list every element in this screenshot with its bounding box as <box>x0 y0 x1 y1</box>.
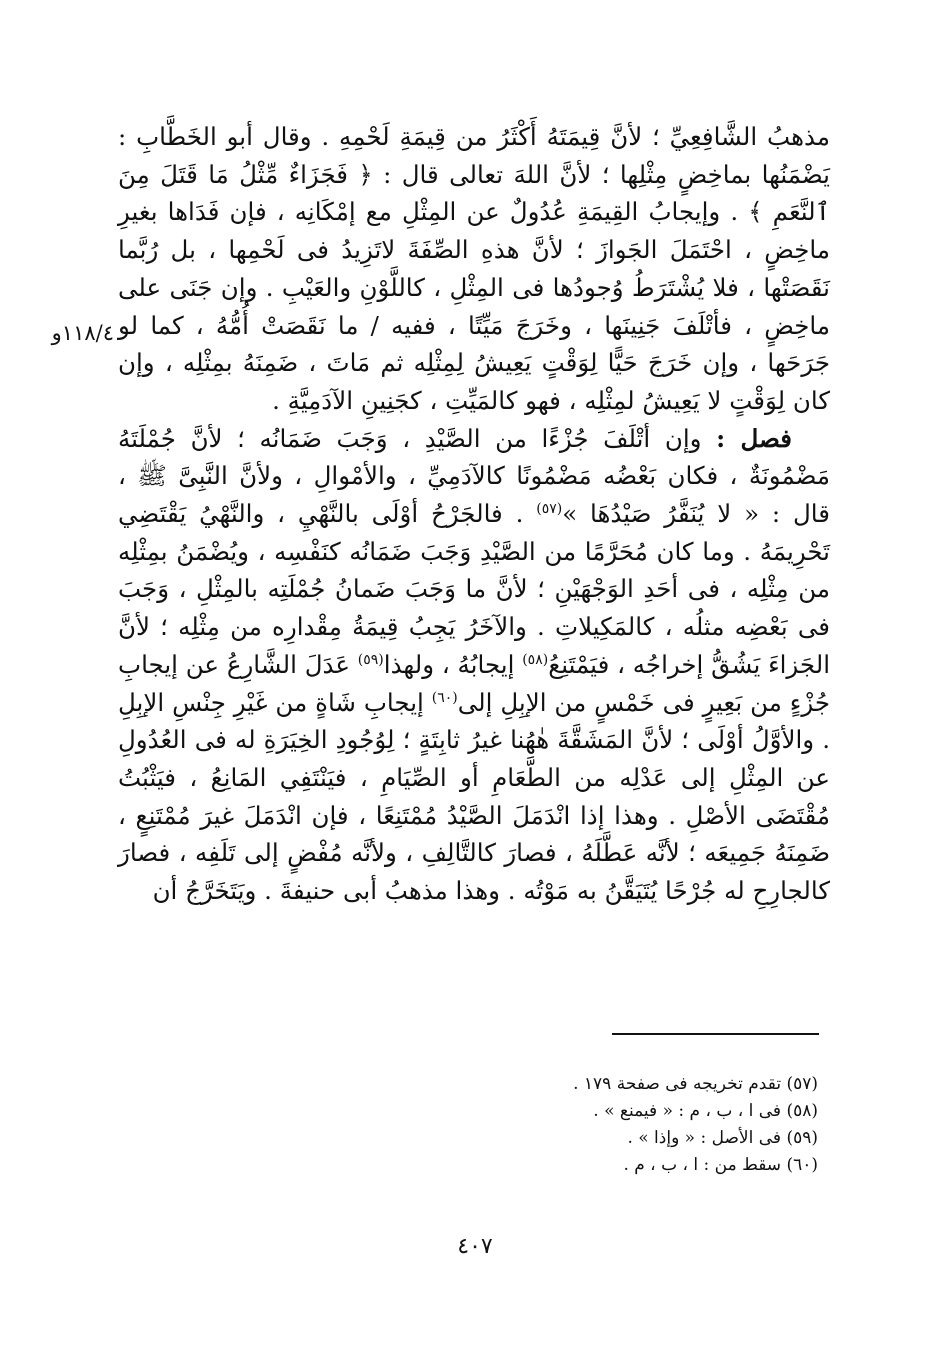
footnote-ref-60[interactable]: (٦٠) <box>431 689 458 706</box>
footnote-57: (٥٧) تقدم تخريجه فى صفحة ١٧٩ . <box>573 1074 818 1094</box>
footnote-ref-59[interactable]: (٥٩) <box>357 651 384 668</box>
paragraph-2-text-4: عَدَلَ الشَّارِعُ عن إيجابِ جُزْءٍ من بَعِيرٍ فى خَمْسٍ من الإبِلِ إلى <box>118 649 830 717</box>
paragraph-1: مذهبُ الشَّافِعِيِّ ؛ لأنَّ قِيمَتَهُ أَكْثَرُ من قِيمَةِ لَحْمِهِ . وقال أبو الخَطَّابِ : يَضْمَنُها بماخِضٍ مِثْلِها ؛ لأنَّ اللهَ تعالى قال : ﴿ فَجَزَاءٌ مِّثْلُ مَا قَتَلَ مِنَ ٱلنَّعَمِ ﴾ . وإيجابُ القِيمَةِ عُدُولٌ عن المِثْلِ مع إمْكَانِه ، فإن فَدَاها بغيرِ ماخِضٍ ، احْتَمَلَ الجَوازَ ؛ لأنَّ هذهِ الصِّفَةَ لاتَزِيدُ فى لَحْمِها ، بل رُبَّما نَقَصَتْها ، فلا يُشْتَرَطُ وُجودُها فى المِثْلِ ، كاللَّوْنِ والعَيْبِ . وإن جَنَى على ماخِضٍ ، فأتْلَفَ جَنِينَها ، وخَرَجَ مَيِّتًا ، ففيه / ما نَقَصَتْ أُمُّهُ ، كما لو جَرَحَها ، وإن خَرَجَ حَيًّا لِوَقْتٍ يَعِيشُ لِمِثْلِه ثم مَاتَ ، ضَمِنَهُ بمِثْلِه ، وإن كان لِوَقْتٍ لا يَعِيشُ لمِثْلِه ، فهو كالمَيِّتِ ، كجَنِينِ الآدَمِيَّةِ . <box>118 122 830 415</box>
paragraph-2-text-5: إيجابِ شَاةٍ من غَيْرِ جِنْسِ الإبِلِ . والأوَّلُ أوْلَى ؛ لأنَّ المَشَقَّةَ هٰهُنا غيرُ ثابِتَةٍ ؛ لِوُجُودِ الخِيَرَةِ له فى العُدُولِ عن المِثْلِ إلى عَدْلِه من الطَّعَامِ أو الصِّيَامِ ، فيَنْتَفِي المَانِعُ ، فيَثْبُتُ مُقْتَضَى الأصْلِ . وهذا إذا انْدَمَلَ الصَّيْدُ مُمْتَنِعًا ، فإن انْدَمَلَ غيرَ مُمْتَنِعٍ ، ضَمِنَهُ جَمِيعَه ؛ لأنَّه عَطَّلَهُ ، فصارَ كالتَّالِفِ ، ولأنَّه مُفْضٍ إلى تَلَفِه ، فصارَ كالجارِحِ له جُرْحًا يُتَيَقَّنُ به مَوْتُه . وهذا مذهبُ أبى حنيفةَ . ويَتَخَرَّجُ أن <box>118 687 830 906</box>
paragraph-2 <box>118 420 830 910</box>
footnote-58: (٥٨) فى ا ، ب ، م : « فيمنع » . <box>593 1101 818 1121</box>
folio-margin-note: ١١٨/٤و <box>51 321 114 345</box>
footnote-ref-57[interactable]: (٥٧) <box>536 500 563 517</box>
paragraph-2-text-2: . فالجَرْحُ أوْلَى بالنَّهْيِ ، والنَّهْيُ يَقْتَضِي تَحْرِيمَهُ . وما كان مُحَرَّمًا من الصَّيْدِ وَجَبَ ضَمَانُه كنَفْسِه ، ويُضْمَنُ بمِثْلِه من مِثْلِه ، فى أحَدِ الوَجْهَيْنِ ؛ لأنَّ ما وَجَبَ ضَمانُ جُمْلَتِه بالمِثْلِ ، وَجَبَ فى بَعْضِه مثلُه ، كالمَكِيلاتِ . والآخَرُ يَجِبُ قِيمَةُ مِقْدارِه من مِثْلِه ؛ لأنَّ الجَزاءَ يَشُقُّ إخراجُه ، فيَمْتَنِعُ <box>118 499 830 679</box>
footnote-60: (٦٠) سقط من : ا ، ب ، م . <box>623 1155 818 1175</box>
main-text-block <box>118 118 830 910</box>
paragraph-2-text-3: إيجابُهُ ، ولهذا <box>383 649 523 679</box>
paragraph-2-text-1: وإن أتْلَفَ جُزْءًا من الصَّيْدِ ، وَجَبَ ضَمَانُه ؛ لأنَّ جُمْلَتَهُ مَضْمُونَةٌ ، فكان بَعْضُه مَضْمُونًا كالآدَمِيِّ ، والأمْوالِ ، ولأنَّ النَّبِىَّ ﷺ ، قال : « لا يُنَفَّرُ صَيْدُهَا » <box>118 423 830 529</box>
footnote-ref-58[interactable]: (٥٨) <box>522 651 549 668</box>
footnote-separator <box>612 1033 819 1035</box>
footnote-59: (٥٩) فى الأصل : « وإذا » . <box>627 1128 818 1148</box>
page-number: ٤٠٧ <box>457 1234 493 1259</box>
section-heading: فصل : <box>716 423 792 453</box>
footnotes-list <box>430 1071 818 1179</box>
